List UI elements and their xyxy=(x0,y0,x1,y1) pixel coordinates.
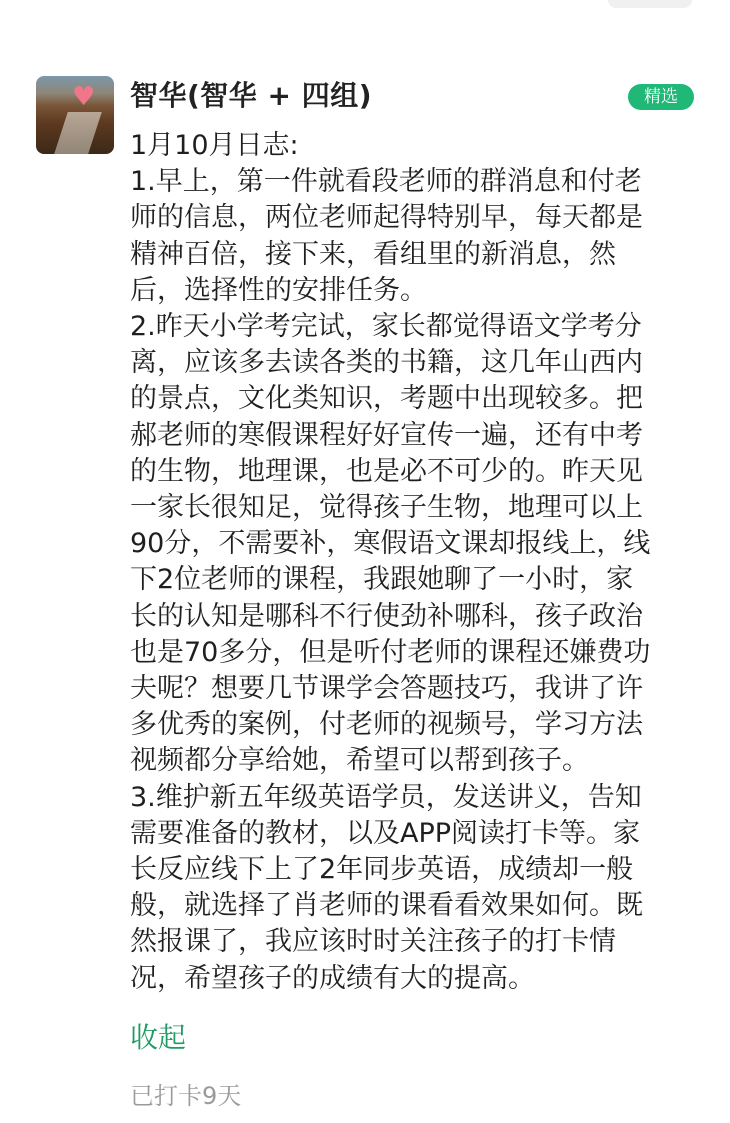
post-line: 多优秀的案例，付老师的视频号，学习方法 xyxy=(130,709,643,741)
post-line: 视频都分享给她，希望可以帮到孩子。 xyxy=(130,745,589,777)
post-line: 2.昨天小学考完试，家长都觉得语文学考分 xyxy=(130,311,642,343)
post-line: 一家长很知足，觉得孩子生物，地理可以上 xyxy=(130,492,643,524)
post-line: 需要准备的教材，以及APP阅读打卡等。家 xyxy=(130,817,641,849)
post-line: 夫呢？想要几节课学会答题技巧，我讲了许 xyxy=(130,673,643,705)
post-line: 1.早上，第一件就看段老师的群消息和付老 xyxy=(130,166,642,198)
post-line: 长的认知是哪科不行使劲补哪科，孩子政治 xyxy=(130,600,643,632)
post-line: 后，选择性的安排任务。 xyxy=(130,274,427,306)
checkin-status: 已打卡9天 xyxy=(130,1082,242,1110)
post-line: 师的信息，两位老师起得特别早，每天都是 xyxy=(130,202,643,234)
post-line: 的景点，文化类知识，考题中出现较多。把 xyxy=(130,383,643,415)
author-name[interactable]: 智华(智华 + 四组) xyxy=(130,79,373,112)
featured-badge: 精选 xyxy=(628,84,694,110)
post-line: 然报课了，我应该时时关注孩子的打卡情 xyxy=(130,926,616,958)
post-line: 3.维护新五年级英语学员，发送讲义，告知 xyxy=(130,781,642,813)
avatar[interactable] xyxy=(36,76,114,154)
post-line: 下2位老师的课程，我跟她聊了一小时，家 xyxy=(130,564,634,596)
collapse-link[interactable]: 收起 xyxy=(130,1021,187,1054)
post-line: 郝老师的寒假课程好好宣传一遍，还有中考 xyxy=(130,419,643,451)
post-line: 1月10月日志: xyxy=(130,130,299,161)
post-line: 也是70多分，但是听付老师的课程还嫌费功 xyxy=(130,636,651,668)
heart-icon: ♥ xyxy=(72,82,96,112)
post-content xyxy=(130,128,698,997)
post-line: 离，应该多去读各类的书籍，这几年山西内 xyxy=(130,347,643,379)
avatar-road xyxy=(52,112,102,154)
post-line: 长反应线下上了2年同步英语，成绩却一般 xyxy=(130,854,634,886)
post-line: 90分，不需要补，寒假语文课却报线上，线 xyxy=(130,528,651,560)
post-line: 精神百倍，接下来，看组里的新消息，然 xyxy=(130,238,616,270)
post-line: 般，就选择了肖老师的课看看效果如何。既 xyxy=(130,890,643,922)
post-line: 况，希望孩子的成绩有大的提高。 xyxy=(130,962,535,994)
post-line: 的生物，地理课，也是必不可少的。昨天见 xyxy=(130,455,643,487)
top-edge-pill xyxy=(608,0,692,8)
top-edge xyxy=(0,0,730,18)
